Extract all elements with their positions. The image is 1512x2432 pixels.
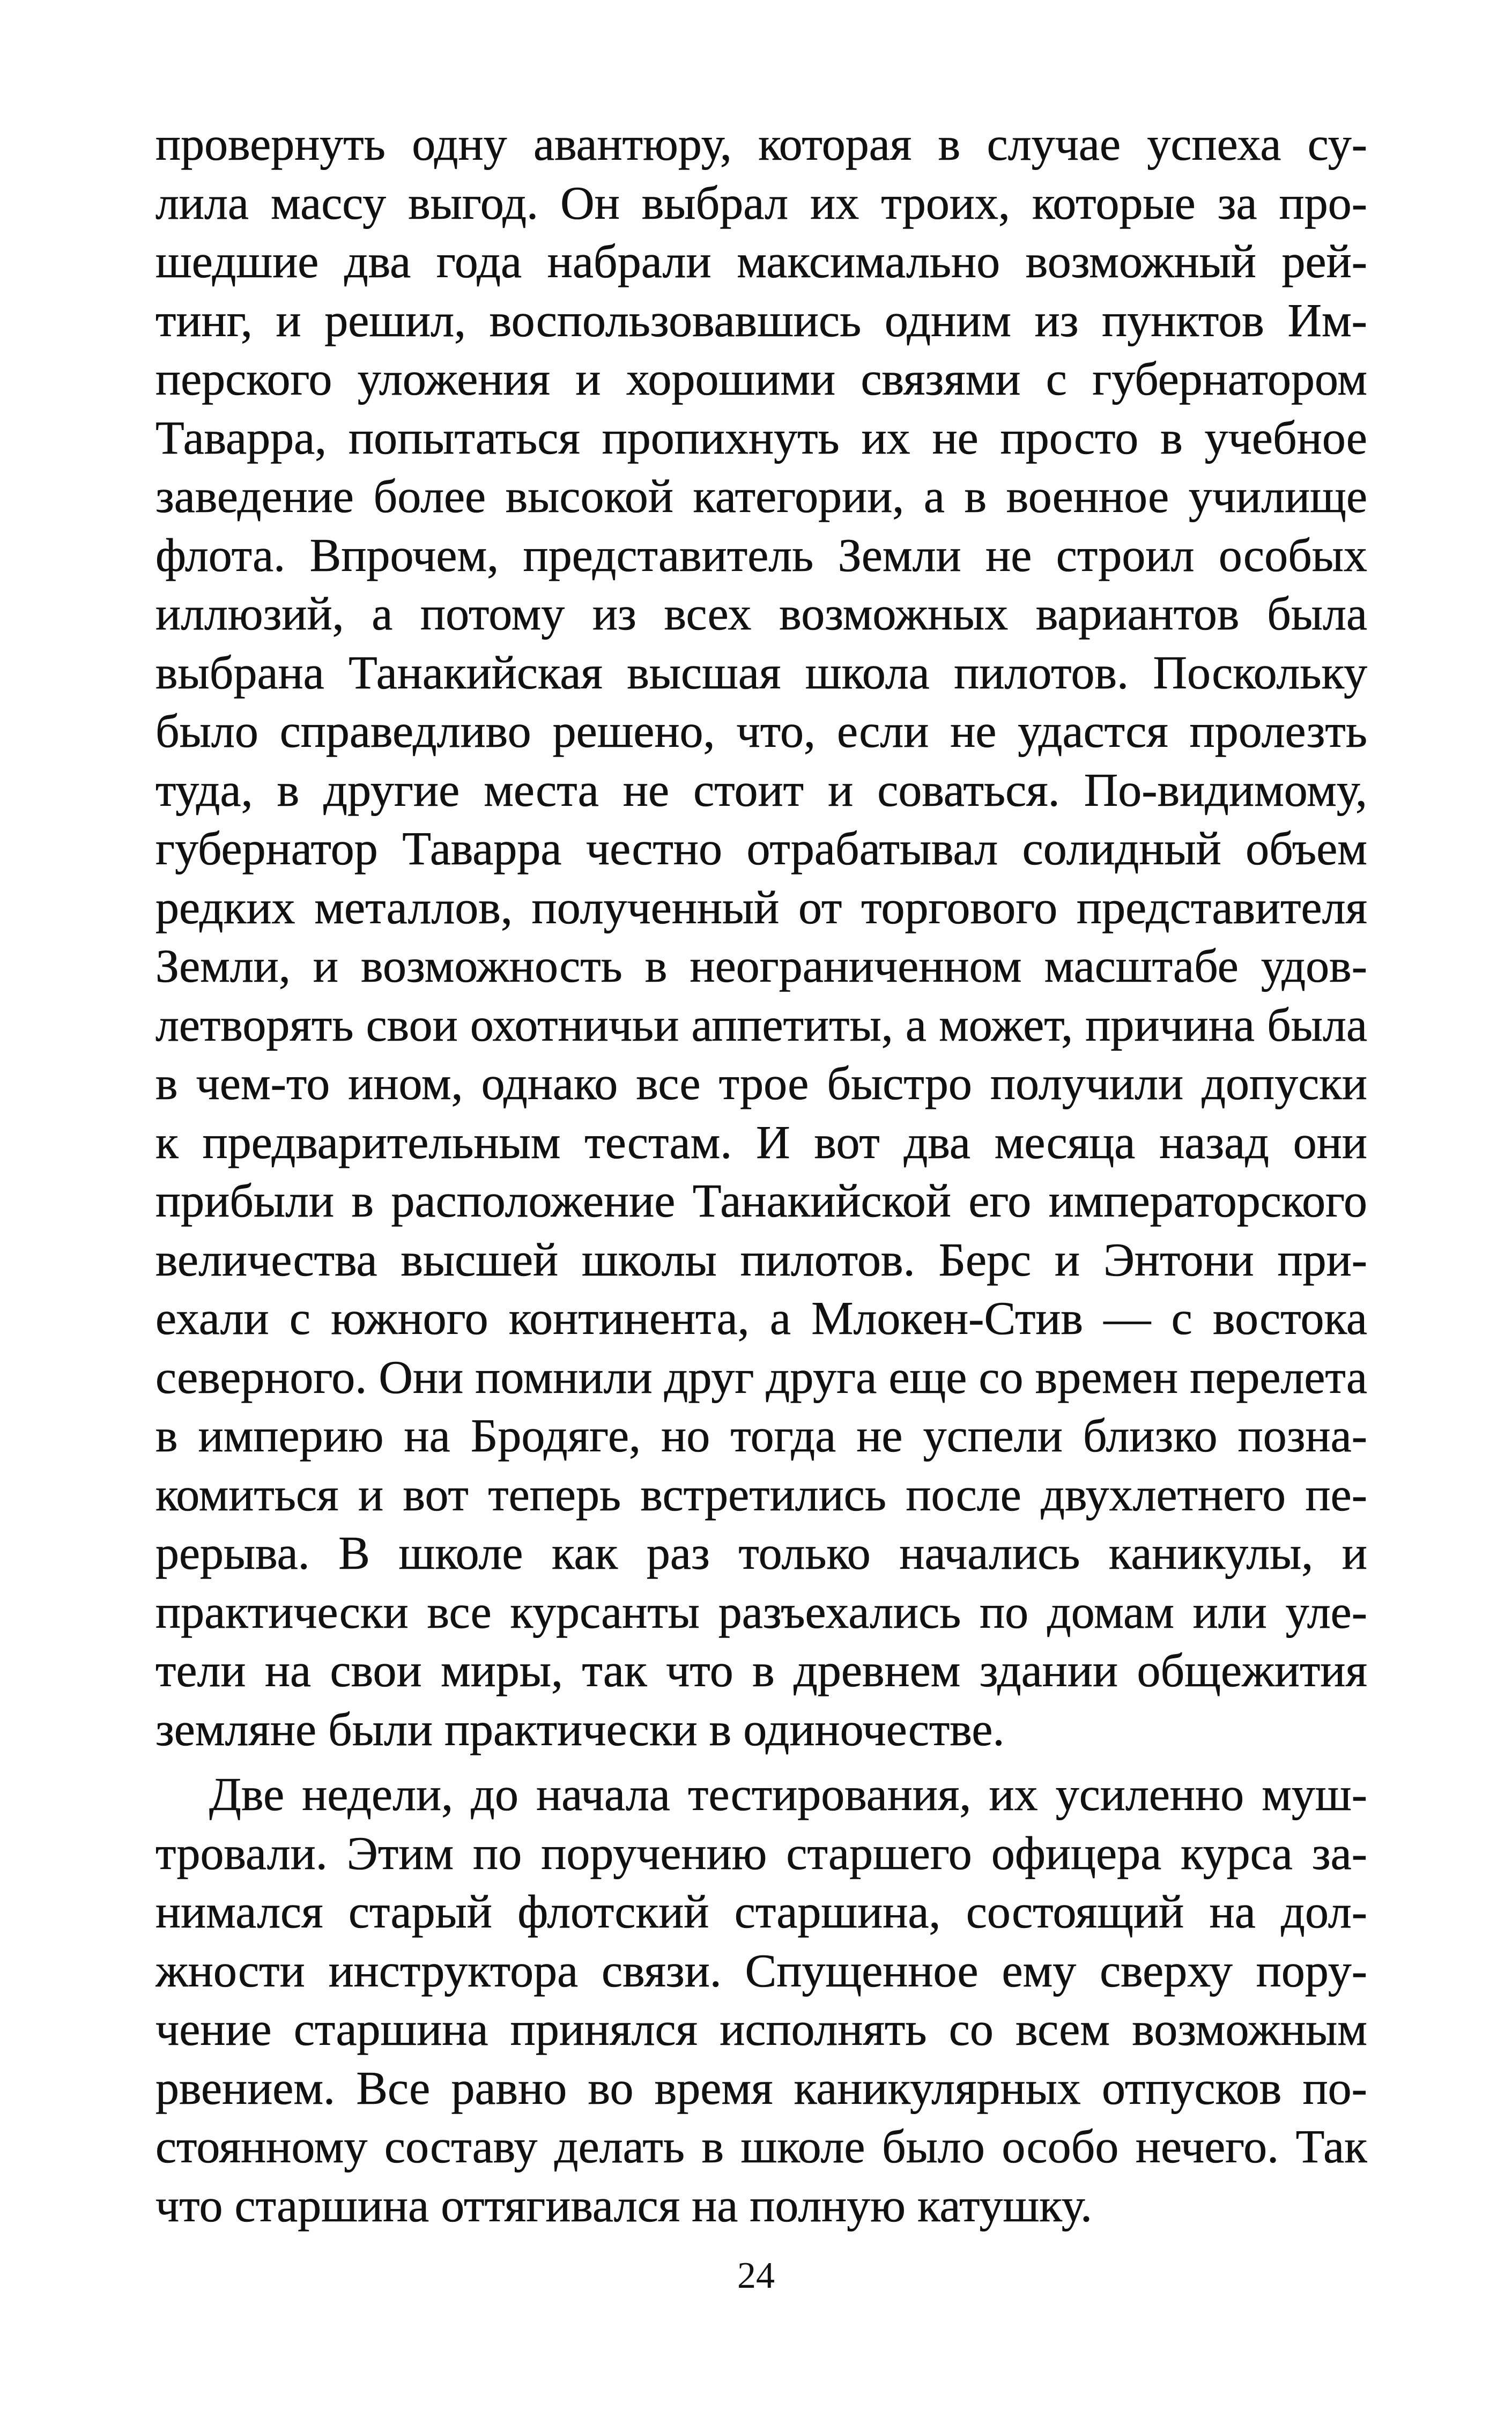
text-line: выбрана Танакийская высшая школа пилотов. Поскольку	[155, 647, 1367, 699]
text-line: летворять свои охотничьи аппетиты, а может, причина была	[155, 999, 1367, 1051]
text-line: лила массу выгод. Он выбрал их троих, которые за про-	[155, 177, 1367, 229]
paragraph-gap	[155, 1759, 1367, 1766]
text-line: нимался старый флотский старшина, состоящий на дол-	[155, 1886, 1367, 1938]
text-line: туда, в другие места не стоит и соваться. По-видимому,	[155, 764, 1367, 817]
text-line: тинг, и решил, воспользовавшись одним из пунктов Им-	[155, 294, 1367, 347]
text-line: тровали. Этим по поручению старшего офицера курса за-	[155, 1827, 1367, 1880]
text-line: провернуть одну авантюру, которая в случае успеха су-	[155, 118, 1367, 170]
text-line: к предварительным тестам. И вот два месяца назад они	[155, 1116, 1367, 1169]
text-line: флота. Впрочем, представитель Земли не строил особых	[155, 529, 1367, 582]
text-line: перского уложения и хорошими связями с губернатором	[155, 353, 1367, 405]
text-line: Две недели, до начала тестирования, их усиленно муш-	[209, 1769, 1367, 1821]
text-line: что старшина оттягивался на полную катушку.	[155, 2179, 1092, 2232]
text-line: губернатор Таварра честно отрабатывал солидный объем	[155, 823, 1367, 875]
text-line: чение старшина принялся исполнять со всем возможным	[155, 2004, 1367, 2056]
text-line: редких металлов, полученный от торгового представителя	[155, 881, 1367, 934]
text-line: комиться и вот теперь встретились после двухлетнего пе-	[155, 1469, 1367, 1521]
text-line: шедшие два года набрали максимально возможный рей-	[155, 236, 1367, 288]
text-line: жности инструктора связи. Спущенное ему сверху пору-	[155, 1945, 1367, 1997]
paragraph	[155, 115, 1367, 1759]
text-line: в империю на Бродяге, но тогда не успели близко позна-	[155, 1410, 1367, 1462]
text-line: рвением. Все равно во время каникулярных отпусков по-	[155, 2062, 1367, 2115]
text-line: в чем-то ином, однако все трое быстро получили допуски	[155, 1058, 1367, 1110]
text-line: прибыли в расположение Танакийской его императорского	[155, 1175, 1367, 1227]
paragraph	[155, 1766, 1367, 2235]
text-line: Земли, и возможность в неограниченном масштабе удов-	[155, 940, 1367, 992]
text-line: ехали с южного континента, а Млокен-Стив — с востока	[155, 1293, 1367, 1345]
text-line: северного. Они помнили друг друга еще со времен перелета	[155, 1351, 1367, 1404]
text-line: земляне были практически в одиночестве.	[155, 1703, 1005, 1756]
body-text	[155, 115, 1367, 2235]
text-line: Таварра, попытаться пропихнуть их не просто в учебное	[155, 412, 1367, 464]
text-line: заведение более высокой категории, а в военное училище	[155, 471, 1367, 523]
text-line: иллюзий, а потому из всех возможных вариантов была	[155, 588, 1367, 640]
text-line: было справедливо решено, что, если не удастся пролезть	[155, 706, 1367, 758]
text-line: величества высшей школы пилотов. Берс и Энтони при-	[155, 1234, 1367, 1286]
text-line: практически все курсанты разъехались по домам или уле-	[155, 1586, 1367, 1638]
text-line: стоянному составу делать в школе было особо нечего. Так	[155, 2121, 1367, 2173]
text-line: рерыва. В школе как раз только начались каникулы, и	[155, 1528, 1367, 1580]
text-line: тели на свои миры, так что в древнем здании общежития	[155, 1645, 1367, 1697]
page-number: 24	[737, 2255, 775, 2296]
